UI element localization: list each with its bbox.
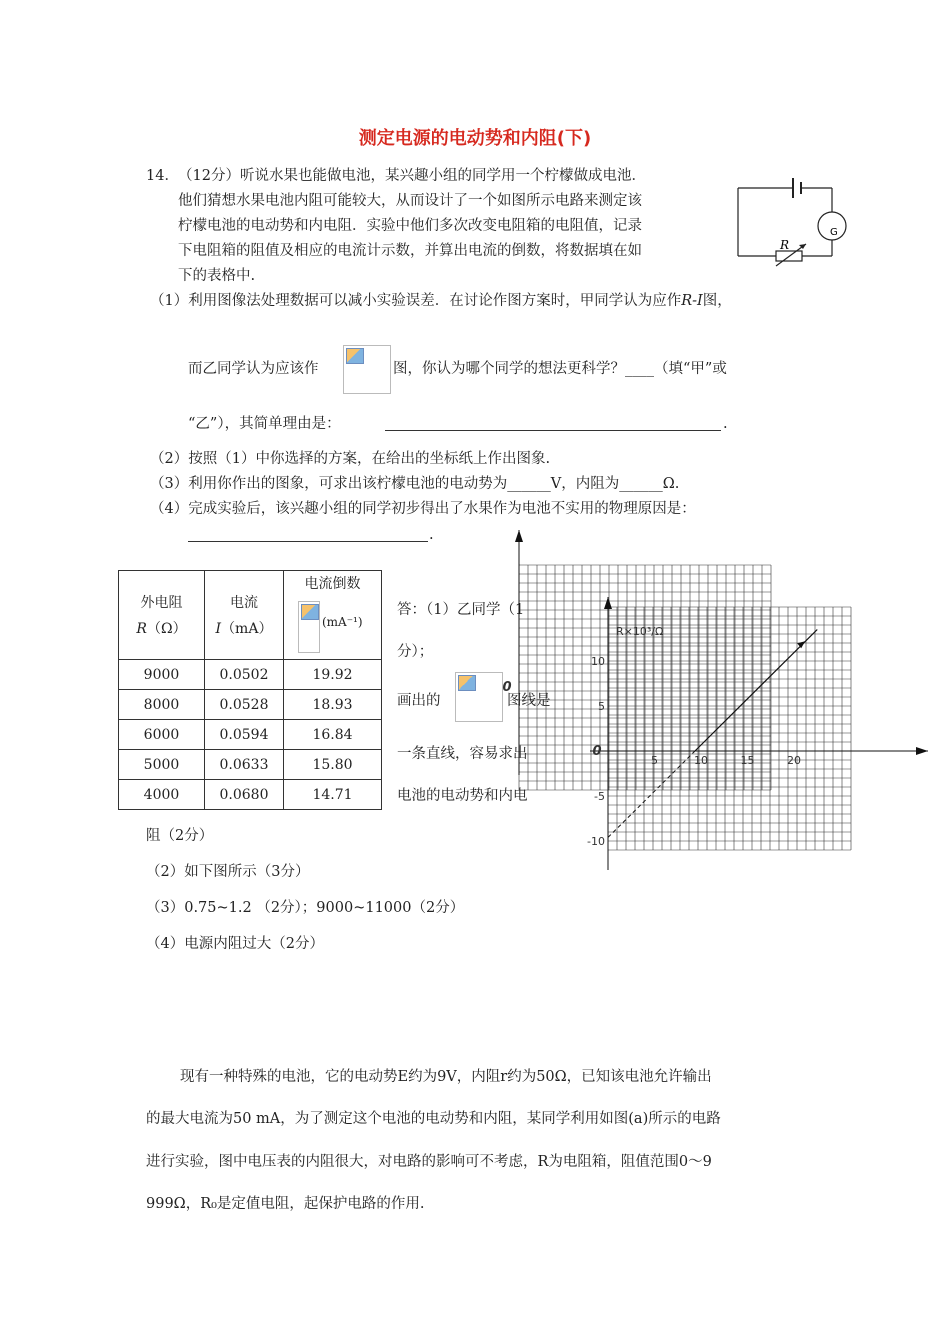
answer-line-3-pre: 画出的	[397, 693, 441, 709]
q14-line-5: 下的表格中.	[178, 268, 256, 284]
answer-line-2: 分）；	[397, 644, 434, 660]
answer-line-4: 一条直线，容易求出	[397, 746, 528, 762]
q2-line-3: 进行实验，图中电压表的内阻很大，对电路的影响可不考虑，R为电阻箱，阻值范围0～9	[146, 1154, 712, 1170]
part2-text: （2）按照（1）中你选择的方案，在给出的坐标纸上作出图象.	[150, 451, 551, 467]
y-tick-label: 10	[591, 655, 605, 668]
table-row: 5000 0.0633 15.80	[119, 750, 382, 780]
q2-line-4: 999Ω，R₀是定值电阻，起保护电路的作用.	[146, 1196, 425, 1212]
broken-image-icon	[458, 675, 476, 691]
header-reciprocal: 电流倒数 (mA⁻¹)	[284, 571, 382, 660]
answer-line-1: 答：（1）乙同学（1	[397, 602, 525, 618]
image-placeholder-table	[298, 601, 320, 653]
question-number: 14．	[146, 168, 179, 184]
origin-label: 0	[592, 744, 602, 759]
q2-line-2: 的最大电流为50 mA，为了测定这个电池的电动势和内阻，某同学利用如图(a)所示的电路	[146, 1111, 721, 1127]
galvanometer-label: G	[830, 227, 838, 238]
table-row: 4000 0.0680 14.71	[119, 780, 382, 810]
outer-y-arrow-icon	[515, 530, 523, 542]
y-tick-label: -5	[594, 790, 605, 803]
q14-line-3: 柠檬电池的电动势和内电阻．实验中他们多次改变电阻箱的电阻值，记录	[178, 218, 642, 234]
answer-line-9: （4）电源内阻过大（2分）	[146, 936, 324, 952]
data-table	[118, 570, 382, 810]
answer-line-6: 阻（2分）	[146, 828, 214, 844]
answer-blank-reason	[385, 430, 721, 431]
part1-line-c: “乙”），其简单理由是：	[188, 416, 341, 432]
x-tick-label: 5	[651, 754, 658, 767]
fit-arrow-icon	[797, 641, 805, 648]
broken-image-icon	[346, 348, 364, 364]
answer-line-5: 电池的电动势和内电	[397, 788, 528, 804]
answer-line-7: （2）如下图所示（3分）	[146, 864, 310, 880]
answer-blank-part4	[188, 541, 428, 542]
part1-line-c-end: .	[723, 416, 728, 432]
table-row: 6000 0.0594 16.84	[119, 720, 382, 750]
q14-line-4: 下电阻箱的阻值及相应的电流计示数，并算出电流的倒数，将数据填在如	[178, 243, 642, 259]
q14-line-1: （12分）听说水果也能做电池，某兴趣小组的同学用一个柠檬做成电池．	[178, 168, 646, 184]
image-placeholder-1	[343, 345, 391, 394]
answer-line-8: （3）0.75~1.2 （2分）；9000~11000（2分）	[146, 900, 465, 916]
answer-line-3-post: 图线是	[507, 693, 551, 709]
y-tick-label: -10	[587, 835, 605, 848]
part3-text: （3）利用你作出的图象，可求出该柠檬电池的电动势为______V，内阻为______Ω.	[150, 476, 680, 492]
graph-paper-chart	[500, 525, 940, 875]
x-tick-label: 20	[787, 754, 801, 767]
part1-line-b-post: 图，你认为哪个同学的想法更科学？____（填“甲”或	[393, 361, 727, 377]
zero-label: 0	[502, 680, 512, 695]
header-resistance: 外电阻 R（Ω）	[119, 571, 205, 660]
part1-line-b-pre: 而乙同学认为应该作	[188, 361, 319, 377]
part1-line-a: （1）利用图像法处理数据可以减小实验误差．在讨论作图方案时，甲同学认为应作R-I图，	[150, 293, 732, 309]
inner-y-arrow-icon	[604, 597, 612, 609]
y-tick-label: 5	[598, 700, 605, 713]
resistor-label: R	[780, 238, 790, 252]
table-row: 8000 0.0528 18.93	[119, 690, 382, 720]
broken-image-icon	[301, 604, 319, 620]
part4-end: .	[429, 527, 434, 543]
x-tick-label: 15	[740, 754, 755, 767]
header-current: 电流 I（mA）	[205, 571, 284, 660]
x-tick-label: 10	[694, 754, 708, 767]
q14-line-2: 他们猜想水果电池内阻可能较大，从而设计了一个如图所示电路来测定该	[178, 193, 642, 209]
page-title: 测定电源的电动势和内阻(下)	[358, 128, 592, 149]
q2-line-1: 现有一种特殊的电池，它的电动势E约为9V，内阻r约为50Ω，已知该电池允许输出	[180, 1069, 712, 1085]
circuit-diagram	[730, 172, 860, 267]
image-placeholder-answer	[455, 672, 503, 722]
table-row: 9000 0.0502 19.92	[119, 660, 382, 690]
part4-text: （4）完成实验后，该兴趣小组的同学初步得出了水果作为电池不实用的物理原因是：	[150, 501, 696, 517]
y-axis-label: R×10³/Ω	[616, 625, 664, 638]
x-arrow-icon	[916, 747, 928, 755]
